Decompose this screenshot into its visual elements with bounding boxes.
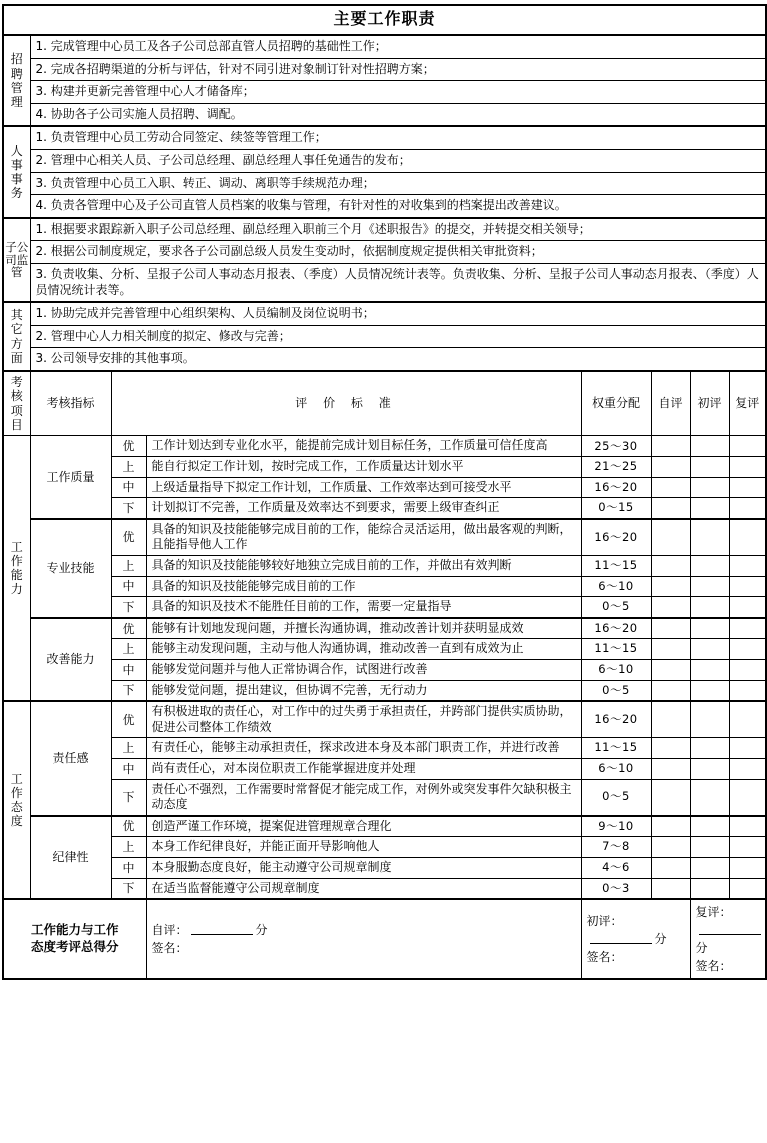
duty-row [3, 302, 766, 325]
duty-item: 2. 管理中心人力相关制度的拟定、修改与完善； [30, 325, 766, 348]
eval-row [3, 597, 766, 618]
duty-group-label: 人 事 事 务 [3, 126, 30, 217]
self-score-input[interactable] [651, 597, 690, 618]
self-score-input[interactable] [651, 519, 690, 556]
eval-row [3, 857, 766, 878]
duty-item: 2. 管理中心相关人员、子公司总经理、副总经理人事任免通告的发布； [30, 149, 766, 172]
duty-row [3, 241, 766, 264]
eval-weight: 11～15 [581, 556, 651, 577]
duty-item: 3. 公司领导安排的其他事项。 [30, 348, 766, 371]
eval-grade: 上 [111, 556, 146, 577]
eval-row [3, 837, 766, 858]
first-score-input[interactable] [690, 816, 729, 837]
eval-header-review: 复评 [729, 371, 766, 436]
score-label: 自评： [151, 923, 188, 938]
eval-grade: 优 [111, 436, 146, 457]
first-score-input[interactable] [690, 857, 729, 878]
eval-indicator-name: 工作质量 [30, 436, 111, 519]
eval-grade: 中 [111, 660, 146, 681]
signature-label: 签名： [151, 941, 188, 956]
review-score-input[interactable] [729, 556, 766, 577]
review-score-input[interactable] [729, 680, 766, 701]
review-score-input[interactable] [729, 597, 766, 618]
review-score-input[interactable] [729, 738, 766, 759]
score-blank[interactable] [590, 932, 652, 944]
eval-criteria: 尚有责任心，对本岗位职责工作能掌握进度并处理 [146, 758, 581, 779]
first-score-input[interactable] [690, 457, 729, 478]
self-score-input[interactable] [651, 857, 690, 878]
self-score-input[interactable] [651, 477, 690, 498]
eval-grade: 下 [111, 498, 146, 519]
first-score-input[interactable] [690, 660, 729, 681]
eval-header-criteria: 评 价 标 准 [111, 371, 581, 436]
eval-weight: 25～30 [581, 436, 651, 457]
duty-group-label: 招 聘 管 理 [3, 35, 30, 126]
score-label: 初评： [586, 914, 623, 929]
self-score-input[interactable] [651, 498, 690, 519]
eval-header-item: 考核 项目 [3, 371, 30, 436]
eval-criteria: 具备的知识及技术不能胜任目前的工作，需要一定量指导 [146, 597, 581, 618]
eval-weight: 0～5 [581, 597, 651, 618]
score-unit: 分 [695, 941, 708, 956]
duty-item: 1. 根据要求跟踪新入职子公司总经理、副总经理入职前三个月《述职报告》的提交，并转提交相关领导； [30, 218, 766, 241]
eval-weight: 11～15 [581, 639, 651, 660]
review-score-input[interactable] [729, 837, 766, 858]
eval-grade: 上 [111, 457, 146, 478]
eval-criteria: 能够发觉问题并与他人正常协调合作，试图进行改善 [146, 660, 581, 681]
signature-block[interactable] [146, 899, 581, 979]
duty-row [3, 348, 766, 371]
eval-weight: 9～10 [581, 816, 651, 837]
first-score-input[interactable] [690, 556, 729, 577]
self-score-input[interactable] [651, 701, 690, 738]
first-score-input[interactable] [690, 701, 729, 738]
first-score-input[interactable] [690, 837, 729, 858]
signature-block[interactable] [581, 899, 690, 979]
eval-criteria: 具备的知识及技能能够较好地独立完成目前的工作，并做出有效判断 [146, 556, 581, 577]
eval-criteria: 工作计划达到专业化水平，能提前完成计划目标任务，工作质量可信任度高 [146, 436, 581, 457]
eval-criteria: 具备的知识及技能能够完成目前的工作 [146, 576, 581, 597]
self-score-input[interactable] [651, 837, 690, 858]
duty-group-label: 子公 司监 管 [3, 218, 30, 302]
duty-row [3, 103, 766, 126]
eval-grade: 下 [111, 779, 146, 816]
first-score-input[interactable] [690, 597, 729, 618]
self-score-input[interactable] [651, 779, 690, 816]
eval-grade: 中 [111, 857, 146, 878]
eval-criteria: 上级适量指导下拟定工作计划，工作质量、工作效率达到可接受水平 [146, 477, 581, 498]
eval-row [3, 680, 766, 701]
total-score-label: 工作能力与工作 态度考评总得分 [3, 899, 146, 979]
duty-item: 4. 协助各子公司实施人员招聘、调配。 [30, 103, 766, 126]
self-score-input[interactable] [651, 457, 690, 478]
first-score-input[interactable] [690, 779, 729, 816]
review-score-input[interactable] [729, 816, 766, 837]
eval-weight: 16～20 [581, 477, 651, 498]
eval-header-first: 初评 [690, 371, 729, 436]
eval-grade: 中 [111, 576, 146, 597]
eval-grade: 优 [111, 618, 146, 639]
self-score-input[interactable] [651, 576, 690, 597]
eval-criteria: 责任心不强烈，工作需要时常督促才能完成工作，对例外或突发事件欠缺积极主动态度 [146, 779, 581, 816]
self-score-input[interactable] [651, 738, 690, 759]
duty-item: 4. 负责各管理中心及子公司直管人员档案的收集与管理，有针对性的对收集到的档案提出改善建议。 [30, 195, 766, 218]
signature-label: 签名： [695, 959, 732, 974]
score-label: 复评： [695, 905, 732, 920]
eval-grade: 上 [111, 639, 146, 660]
eval-row [3, 457, 766, 478]
duty-item: 3. 构建并更新完善管理中心人才储备库； [30, 81, 766, 104]
eval-indicator-name: 改善能力 [30, 618, 111, 701]
duty-row [3, 149, 766, 172]
review-score-input[interactable] [729, 660, 766, 681]
self-score-input[interactable] [651, 639, 690, 660]
duty-row [3, 218, 766, 241]
self-score-input[interactable] [651, 618, 690, 639]
eval-row [3, 498, 766, 519]
review-score-input[interactable] [729, 457, 766, 478]
eval-weight: 6～10 [581, 758, 651, 779]
eval-criteria: 创造严谨工作环境，提案促进管理规章合理化 [146, 816, 581, 837]
first-score-input[interactable] [690, 436, 729, 457]
first-score-input[interactable] [690, 576, 729, 597]
duty-row [3, 195, 766, 218]
eval-weight: 21～25 [581, 457, 651, 478]
eval-criteria: 本身工作纪律良好，并能正面开导影响他人 [146, 837, 581, 858]
review-score-input[interactable] [729, 498, 766, 519]
eval-row [3, 816, 766, 837]
eval-row [3, 738, 766, 759]
eval-criteria: 计划拟订不完善，工作质量及效率达不到要求，需要上级审查纠正 [146, 498, 581, 519]
self-score-input[interactable] [651, 436, 690, 457]
eval-indicator-name: 纪律性 [30, 816, 111, 899]
eval-grade: 优 [111, 816, 146, 837]
eval-criteria: 本身服勤态度良好，能主动遵守公司规章制度 [146, 857, 581, 878]
signature-block[interactable] [690, 899, 766, 979]
review-score-input[interactable] [729, 857, 766, 878]
eval-grade: 下 [111, 597, 146, 618]
duty-row [3, 58, 766, 81]
first-score-input[interactable] [690, 878, 729, 899]
self-score-input[interactable] [651, 680, 690, 701]
duty-row [3, 81, 766, 104]
score-unit: 分 [654, 932, 667, 947]
eval-criteria: 能够有计划地发现问题，并擅长沟通协调，推动改善计划并获明显成效 [146, 618, 581, 639]
eval-header-row [3, 371, 766, 436]
eval-criteria: 在适当监督能遵守公司规章制度 [146, 878, 581, 899]
first-score-input[interactable] [690, 680, 729, 701]
duty-row [3, 263, 766, 302]
self-score-input[interactable] [651, 816, 690, 837]
review-score-input[interactable] [729, 519, 766, 556]
eval-criteria: 有积极进取的责任心，对工作中的过失勇于承担责任，并跨部门提供实质协助，促进公司整体工作绩效 [146, 701, 581, 738]
review-score-input[interactable] [729, 779, 766, 816]
eval-row [3, 519, 766, 556]
eval-grade: 中 [111, 477, 146, 498]
page-title: 主要工作职责 [3, 5, 766, 35]
eval-criteria: 能够主动发现问题，主动与他人沟通协调，推动改善一直到有成效为止 [146, 639, 581, 660]
review-score-input[interactable] [729, 701, 766, 738]
score-unit: 分 [255, 923, 268, 938]
self-score-input[interactable] [651, 878, 690, 899]
eval-row [3, 436, 766, 457]
form-body [3, 5, 766, 979]
eval-weight: 4～6 [581, 857, 651, 878]
eval-row [3, 556, 766, 577]
first-score-input[interactable] [690, 639, 729, 660]
eval-header-self: 自评 [651, 371, 690, 436]
duty-item: 1. 完成管理中心员工及各子公司总部直管人员招聘的基础性工作； [30, 35, 766, 58]
eval-row [3, 639, 766, 660]
eval-header-weight: 权重分配 [581, 371, 651, 436]
first-score-input[interactable] [690, 618, 729, 639]
performance-appraisal-form [2, 4, 767, 980]
self-score-input[interactable] [651, 758, 690, 779]
review-score-input[interactable] [729, 477, 766, 498]
eval-grade: 优 [111, 519, 146, 556]
eval-grade: 下 [111, 680, 146, 701]
first-score-input[interactable] [690, 498, 729, 519]
eval-row [3, 576, 766, 597]
duty-row [3, 35, 766, 58]
eval-indicator-name: 责任感 [30, 701, 111, 816]
duty-item: 2. 根据公司制度规定，要求各子公司副总级人员发生变动时，依据制度规定提供相关审批资料； [30, 241, 766, 264]
eval-weight: 16～20 [581, 519, 651, 556]
duty-item: 1. 负责管理中心员工劳动合同签定、续签等管理工作； [30, 126, 766, 149]
score-blank[interactable] [191, 923, 253, 935]
eval-criteria: 具备的知识及技能能够完成目前的工作，能综合灵活运用，做出最客观的判断，且能指导他人工作 [146, 519, 581, 556]
duty-item: 1. 协助完成并完善管理中心组织架构、人员编制及岗位说明书； [30, 302, 766, 325]
review-score-input[interactable] [729, 878, 766, 899]
eval-grade: 上 [111, 837, 146, 858]
review-score-input[interactable] [729, 758, 766, 779]
eval-grade: 中 [111, 758, 146, 779]
eval-weight: 16～20 [581, 701, 651, 738]
eval-row [3, 618, 766, 639]
eval-row [3, 477, 766, 498]
duty-item: 3. 负责管理中心员工入职、转正、调动、离职等手续规范办理； [30, 172, 766, 195]
eval-grade: 优 [111, 701, 146, 738]
duty-item: 3. 负责收集、分析、呈报子公司人事动态月报表、（季度）人员情况统计表等。负责收集、分析、呈报子公司人事动态月报表、（季度）人员情况统计表等。 [30, 263, 766, 302]
eval-weight: 11～15 [581, 738, 651, 759]
eval-weight: 16～20 [581, 618, 651, 639]
eval-weight: 0～5 [581, 779, 651, 816]
eval-criteria: 有责任心，能够主动承担责任，探求改进本身及本部门职责工作，并进行改善 [146, 738, 581, 759]
duty-group-label: 其 它 方 面 [3, 302, 30, 371]
footer-row [3, 899, 766, 979]
eval-weight: 0～15 [581, 498, 651, 519]
eval-grade: 上 [111, 738, 146, 759]
title-row [3, 5, 766, 35]
signature-label: 签名： [586, 950, 623, 965]
eval-row [3, 779, 766, 816]
duty-item: 2. 完成各招聘渠道的分析与评估，针对不同引进对象制订针对性招聘方案； [30, 58, 766, 81]
eval-row [3, 878, 766, 899]
eval-weight: 7～8 [581, 837, 651, 858]
first-score-input[interactable] [690, 519, 729, 556]
eval-grade: 下 [111, 878, 146, 899]
review-score-input[interactable] [729, 618, 766, 639]
duty-row [3, 172, 766, 195]
self-score-input[interactable] [651, 660, 690, 681]
first-score-input[interactable] [690, 477, 729, 498]
eval-group-label: 工 作 态 度 [3, 701, 30, 899]
review-score-input[interactable] [729, 436, 766, 457]
eval-weight: 6～10 [581, 576, 651, 597]
duty-row [3, 325, 766, 348]
duty-row [3, 126, 766, 149]
self-score-input[interactable] [651, 556, 690, 577]
eval-weight: 0～5 [581, 680, 651, 701]
eval-indicator-name: 专业技能 [30, 519, 111, 618]
eval-row [3, 660, 766, 681]
review-score-input[interactable] [729, 639, 766, 660]
eval-header-indicator: 考核指标 [30, 371, 111, 436]
eval-weight: 6～10 [581, 660, 651, 681]
eval-criteria: 能够发觉问题，提出建议，但协调不完善，无行动力 [146, 680, 581, 701]
eval-group-label: 工 作 能 力 [3, 436, 30, 701]
first-score-input[interactable] [690, 758, 729, 779]
eval-weight: 0～3 [581, 878, 651, 899]
first-score-input[interactable] [690, 738, 729, 759]
review-score-input[interactable] [729, 576, 766, 597]
eval-row [3, 701, 766, 738]
score-blank[interactable] [699, 923, 761, 935]
eval-criteria: 能自行拟定工作计划，按时完成工作，工作质量达计划水平 [146, 457, 581, 478]
eval-row [3, 758, 766, 779]
